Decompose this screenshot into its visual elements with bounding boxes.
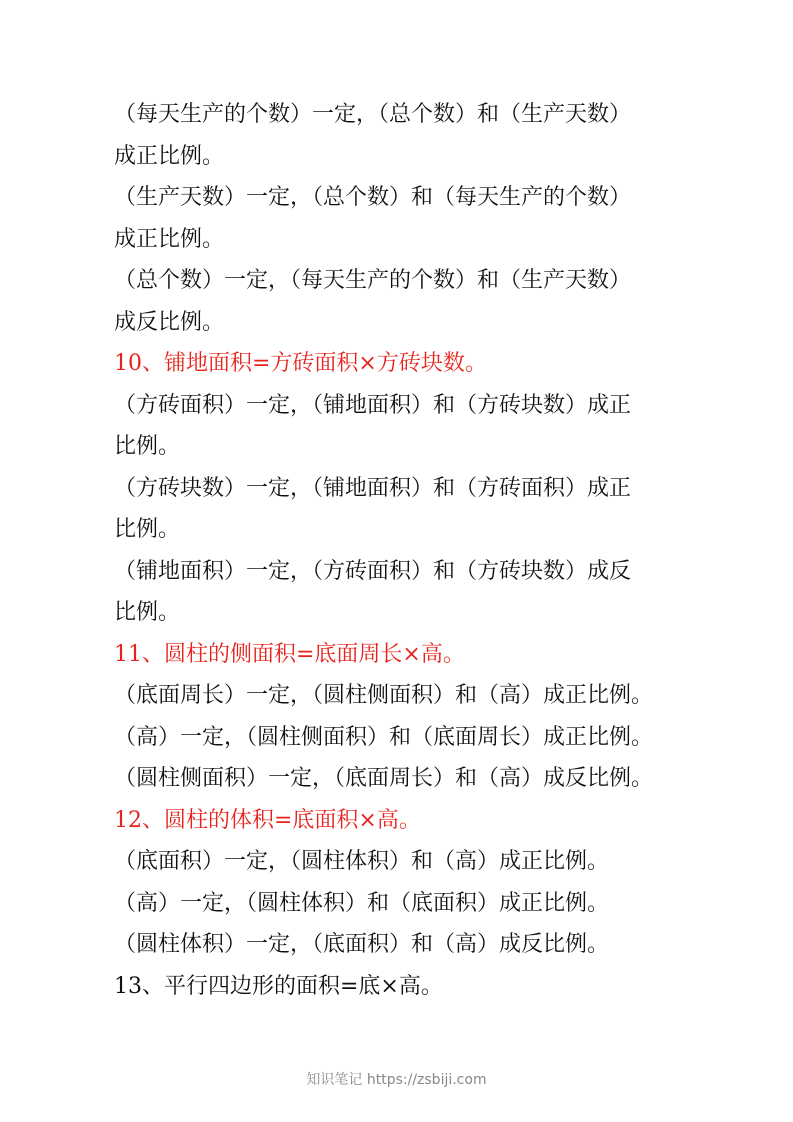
text-line-11: 比例。 [114, 517, 181, 542]
text-line-2: 成正比例。 [114, 144, 225, 169]
text-line-5: （总个数）一定，（每天生产的个数）和（生产天数） [114, 268, 632, 293]
text-line-6: 成反比例。 [114, 310, 225, 335]
section-heading-11: 11、圆柱的侧面积=底面周长×高。 [114, 642, 465, 667]
text-line-12: （铺地面积）一定，（方砖面积）和（方砖块数）成反 [114, 559, 632, 584]
section-heading-10: 10、铺地面积=方砖面积×方砖块数。 [114, 351, 487, 376]
text-line-3: （生产天数）一定，（总个数）和（每天生产的个数） [114, 185, 632, 210]
text-line-8: （方砖面积）一定，（铺地面积）和（方砖块数）成正 [114, 393, 632, 418]
text-line-21: （圆柱体积）一定，（底面积）和（高）成反比例。 [114, 932, 610, 957]
text-line-9: 比例。 [114, 434, 181, 459]
text-line-13: 比例。 [114, 600, 181, 625]
section-heading-12: 12、圆柱的体积=底面积×高。 [114, 808, 421, 833]
text-line-4: 成正比例。 [114, 227, 225, 252]
text-line-16: （高）一定，（圆柱侧面积）和（底面周长）成正比例。 [114, 725, 654, 750]
text-line-17: （圆柱侧面积）一定，（底面周长）和（高）成反比例。 [114, 766, 654, 791]
text-line-19: （底面积）一定，（圆柱体积）和（高）成正比例。 [114, 849, 610, 874]
text-line-10: （方砖块数）一定，（铺地面积）和（方砖面积）成正 [114, 476, 632, 501]
text-line-15: （底面周长）一定，（圆柱侧面积）和（高）成正比例。 [114, 683, 654, 708]
footer-watermark: 知识笔记 https://zsbiji.com [306, 1072, 487, 1088]
text-line-1: （每天生产的个数）一定，（总个数）和（生产天数） [114, 102, 632, 127]
section-heading-13: 13、平行四边形的面积=底×高。 [114, 974, 443, 999]
text-line-20: （高）一定，（圆柱体积）和（底面积）成正比例。 [114, 891, 610, 916]
